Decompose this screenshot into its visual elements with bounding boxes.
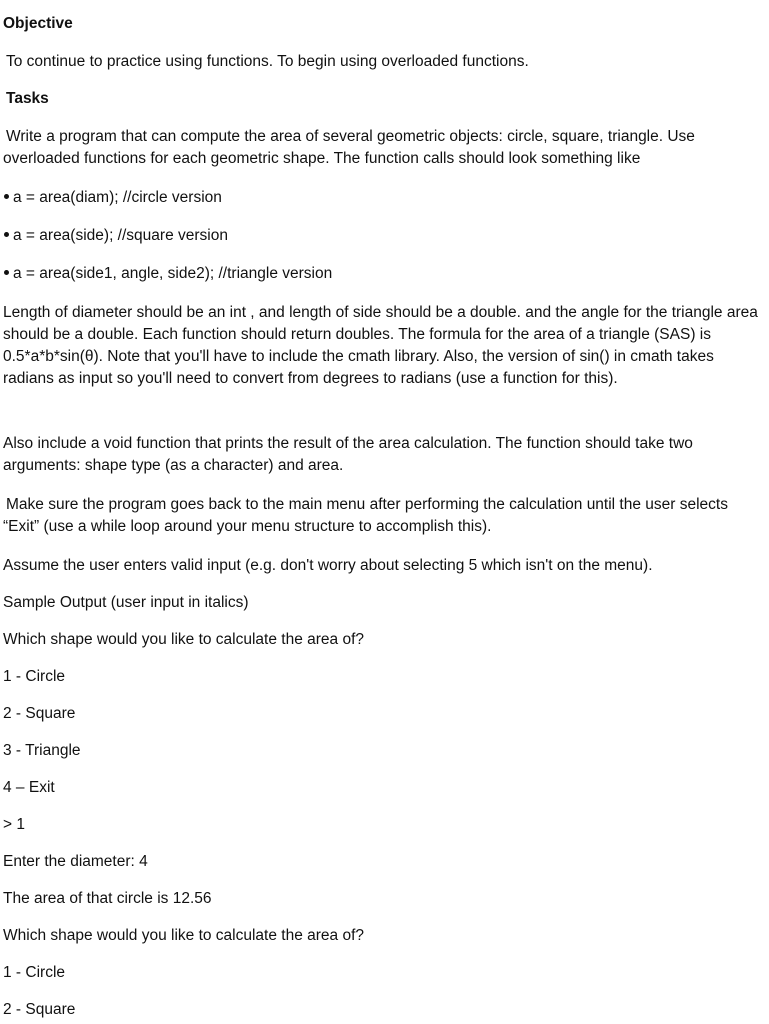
sample-line: 1 - Circle [3,964,66,981]
sample-line: 3 - Triangle [3,742,81,759]
objective-text: To continue to practice using functions. To begin using overloaded functions. [6,53,529,70]
paragraph-main-menu: Make sure the program goes back to the main menu after performing the calculation until the user selects “Exit” (use a while loop around your menu structure to accomplish this). [3,496,728,535]
paragraph-requirements: Length of diameter should be an int , and length of side should be a double. and the angle for the triangle area should be a double. Each function should return doubles. The formula for the area of a triangle (SAS) is 0.5*a*b*sin(θ). Note that you'll have to include the cmath library. Also, the version of sin() in cmath takes radians as input so you'll need to convert from degrees to radians (use a function for this). [3,304,758,387]
sample-line: 2 - Square [3,705,76,722]
bullet-icon [4,270,9,275]
task-intro: Write a program that can compute the area of several geometric objects: circle, square, triangle. Use overloaded functions for each geometric shape. The function calls should look something like [3,128,695,167]
sample-line: 4 – Exit [3,779,55,796]
sample-line: Which shape would you like to calculate the area of? [3,927,365,944]
paragraph-valid-input: Assume the user enters valid input (e.g. don't worry about selecting 5 which isn't on the menu). [3,557,653,574]
bullet-text: a = area(diam); //circle version [13,189,222,206]
sample-line: Enter the diameter: 4 [3,853,148,870]
paragraph-void-function: Also include a void function that prints the result of the area calculation. The function should take two arguments: shape type (as a character) and area. [3,435,693,474]
bullet-text: a = area(side); //square version [13,227,228,244]
bullet-item [3,263,769,285]
sample-output-heading: Sample Output (user input in italics) [3,594,249,611]
heading-objective: Objective [3,15,73,32]
bullet-icon [4,194,9,199]
bullet-text: a = area(side1, angle, side2); //triangle version [13,265,333,282]
sample-line: 1 - Circle [3,668,66,685]
sample-line: The area of that circle is 12.56 [3,890,212,907]
sample-line-user-input: > 1 [3,816,25,833]
sample-line: Which shape would you like to calculate the area of? [3,631,365,648]
bullet-icon [4,232,9,237]
bullet-item [3,187,769,209]
heading-tasks: Tasks [6,90,49,107]
bullet-item [3,225,769,247]
sample-line: 2 - Square [3,1001,76,1018]
